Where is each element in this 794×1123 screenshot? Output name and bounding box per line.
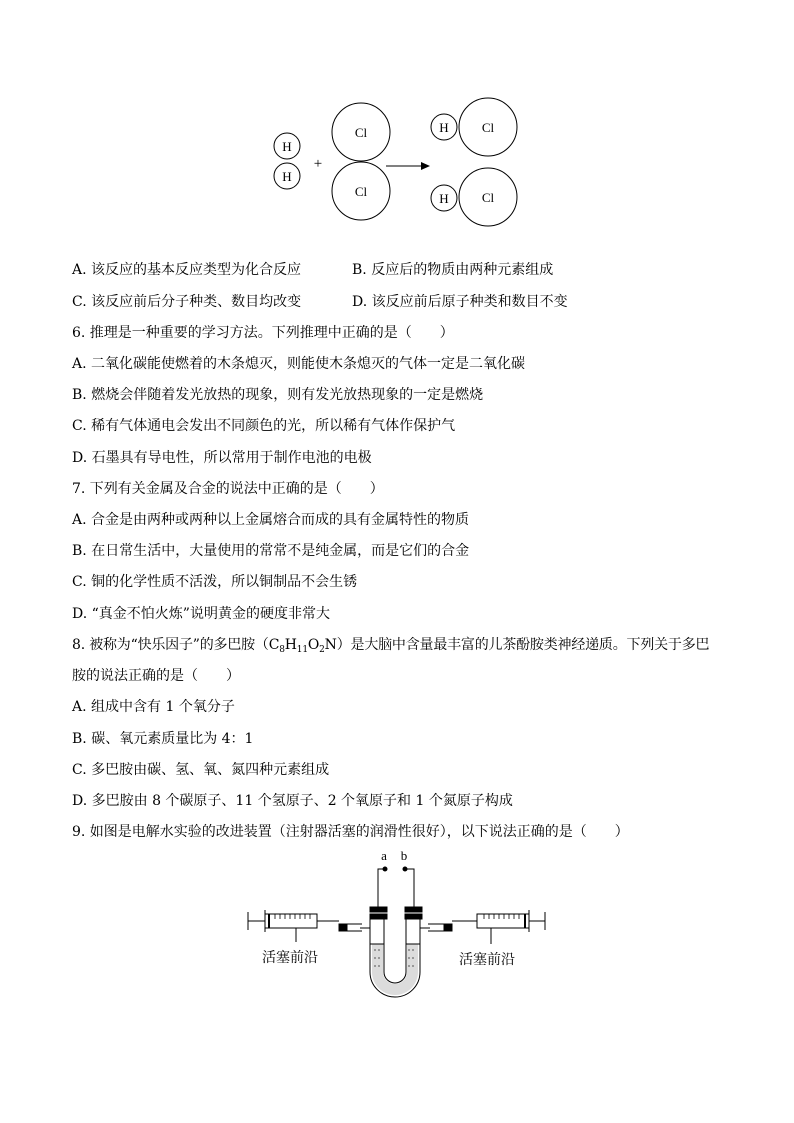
side-tube-right bbox=[420, 924, 446, 931]
reaction-diagram bbox=[0, 0, 794, 240]
right-plunger-label: 活塞前沿 bbox=[459, 953, 515, 968]
cl-label: Cl bbox=[354, 184, 368, 199]
left-plunger-label: 活塞前沿 bbox=[262, 951, 318, 966]
q8-option-d: D. 多巴胺由 8 个碳原子、11 个氢原子、2 个氧原子和 1 个氮原子构成 bbox=[72, 793, 513, 809]
electrolysis-apparatus bbox=[0, 845, 794, 1005]
dopamine-formula: $C_8H_{11}O_2N$ bbox=[268, 637, 337, 655]
q9-stem: 9. 如图是电解水实验的改进装置（注射器活塞的润滑性很好），以下说法正确的是（ ） bbox=[72, 824, 629, 840]
q7-option-b: B. 在日常生活中，大量使用的常常不是纯金属，而是它们的合金 bbox=[72, 543, 470, 559]
q5-option-a: A. 该反应的基本反应类型为化合反应 bbox=[72, 262, 302, 278]
wire-b bbox=[405, 869, 414, 907]
q8-stem-after: ）是大脑中含量最丰富的儿茶酚胺类神经递质。下列关于多巴 bbox=[336, 637, 710, 653]
syringe-right bbox=[452, 910, 545, 944]
plus-sign: + bbox=[313, 156, 323, 172]
q8-option-c: C. 多巴胺由碳、氢、氧、氮四种元素组成 bbox=[72, 762, 330, 778]
u-tube-inner bbox=[384, 918, 406, 983]
water bbox=[372, 944, 418, 995]
q6-option-d: D. 石墨具有导电性，所以常用于制作电池的电极 bbox=[72, 450, 372, 466]
q5-option-b: B. 反应后的物质由两种元素组成 bbox=[352, 262, 554, 278]
q6-option-a: A. 二氧化碳能使燃着的木条熄灭，则能使木条熄灭的气体一定是二氧化碳 bbox=[72, 356, 526, 372]
q6-option-b: B. 燃烧会伴随着发光放热的现象，则有发光放热现象的一定是燃烧 bbox=[72, 387, 484, 403]
side-tube-left bbox=[345, 924, 370, 931]
q7-option-d: D. “真金不怕火炼”说明黄金的硬度非常大 bbox=[72, 606, 330, 622]
syringe-left bbox=[248, 910, 339, 942]
h-label: H bbox=[282, 139, 292, 154]
q7-option-c: C. 铜的化学性质不活泼，所以铜制品不会生锈 bbox=[72, 574, 358, 590]
reaction-arrow bbox=[386, 162, 430, 170]
cl-label: Cl bbox=[481, 190, 495, 205]
q8-stem-before: 8. 被称为“快乐因子”的多巴胺（ bbox=[72, 637, 269, 653]
q8-stem-line1 bbox=[72, 636, 709, 659]
cl-label: Cl bbox=[481, 120, 495, 135]
q5-option-d: D. 该反应前后原子种类和数目不变 bbox=[352, 294, 568, 310]
h-label: H bbox=[439, 120, 449, 135]
h-label: H bbox=[439, 191, 449, 206]
q6-option-c: C. 稀有气体通电会发出不同颜色的光，所以稀有气体作保护气 bbox=[72, 418, 456, 434]
h-label: H bbox=[282, 169, 292, 184]
electrode-a-label: a bbox=[381, 848, 387, 863]
q7-stem: 7. 下列有关金属及合金的说法中正确的是（ ） bbox=[72, 481, 384, 497]
q6-stem: 6. 推理是一种重要的学习方法。下列推理中正确的是（ ） bbox=[72, 325, 454, 341]
q7-option-a: A. 合金是由两种或两种以上金属熔合而成的具有金属特性的物质 bbox=[72, 512, 470, 528]
q8-option-a: A. 组成中含有 1 个氧分子 bbox=[72, 699, 235, 715]
q8-stem-line2: 胺的说法正确的是（ ） bbox=[72, 668, 240, 684]
wire-a bbox=[378, 869, 385, 907]
cl-label: Cl bbox=[354, 125, 368, 140]
q5-option-c: C. 该反应前后分子种类、数目均改变 bbox=[72, 294, 302, 310]
q8-option-b: B. 碳、氧元素质量比为 4：1 bbox=[72, 731, 254, 747]
electrode-b-label: b bbox=[400, 848, 408, 863]
